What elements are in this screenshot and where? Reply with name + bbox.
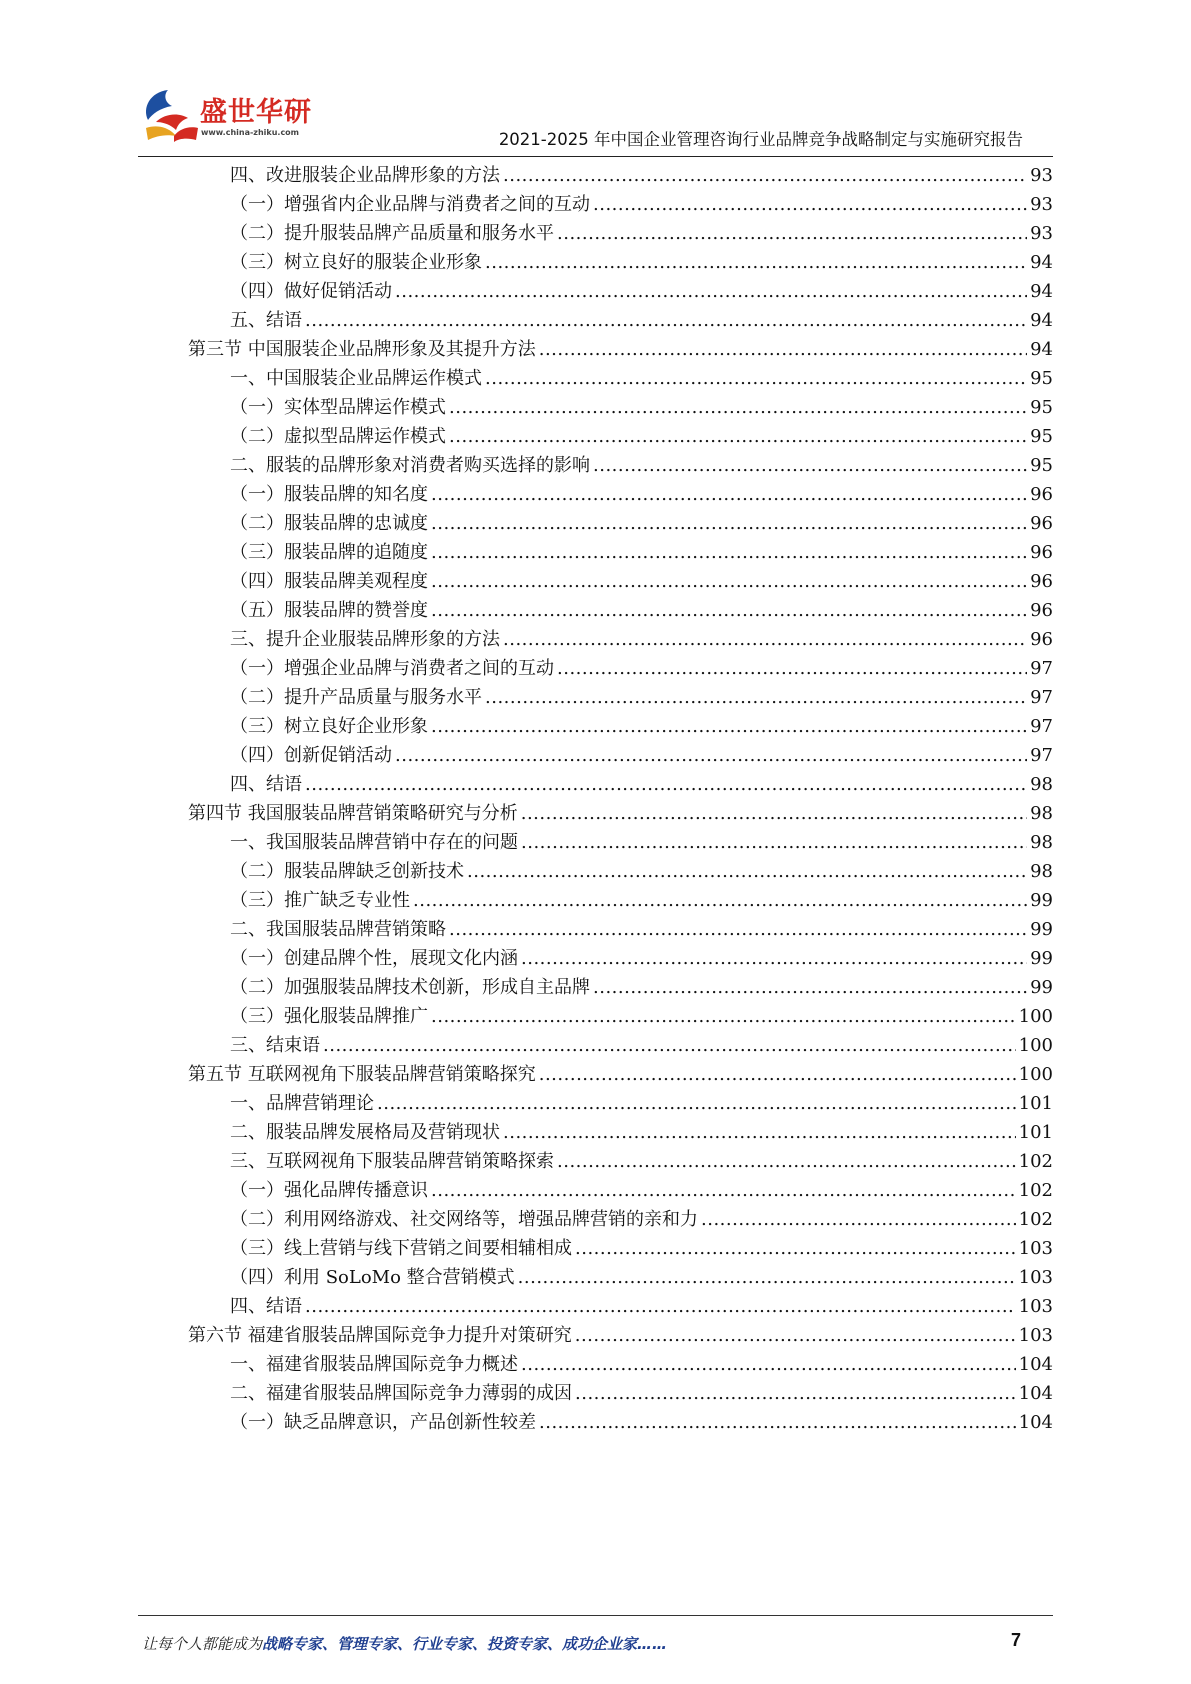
toc-entry[interactable] [230, 740, 1053, 771]
toc-entry-title: 第三节 中国服装企业品牌形象及其提升方法 [188, 339, 536, 360]
toc-entry-page: 100 [1018, 1006, 1053, 1027]
toc-entry-page: 96 [1030, 484, 1053, 505]
toc-entry-page: 99 [1030, 919, 1053, 940]
footer-slogan [142, 1633, 667, 1654]
toc-entry-page: 94 [1030, 281, 1053, 302]
toc-entry-page: 104 [1018, 1354, 1053, 1375]
toc-leader-dots [485, 363, 1027, 394]
toc-entry-page: 96 [1030, 600, 1053, 621]
toc-leader-dots [575, 1320, 1016, 1351]
toc-entry[interactable] [230, 1204, 1053, 1235]
toc-leader-dots [431, 508, 1027, 539]
toc-entry-title: （一）缺乏品牌意识，产品创新性较差 [230, 1412, 536, 1433]
toc-entry-page: 95 [1030, 397, 1053, 418]
toc-entry[interactable] [230, 537, 1053, 568]
slogan-prefix: 让每个人都能成为 [142, 1635, 263, 1653]
toc-entry-page: 103 [1018, 1267, 1053, 1288]
toc-entry[interactable] [230, 711, 1053, 742]
toc-entry-page: 95 [1030, 426, 1053, 447]
toc-leader-dots [431, 537, 1027, 568]
toc-entry-title: （二）提升产品质量与服务水平 [230, 687, 482, 708]
toc-entry[interactable] [230, 450, 1053, 481]
toc-leader-dots [557, 653, 1027, 684]
toc-entry-title: （三）推广缺乏专业性 [230, 890, 410, 911]
toc-entry-page: 98 [1030, 832, 1053, 853]
toc-leader-dots [539, 334, 1027, 365]
toc-entry-page: 101 [1018, 1122, 1053, 1143]
toc-entry-page: 99 [1030, 977, 1053, 998]
toc-leader-dots [575, 1378, 1016, 1409]
toc-entry[interactable] [230, 305, 1053, 336]
report-title: 2021-2025 年中国企业管理咨询行业品牌竞争战略制定与实施研究报告 [498, 130, 1023, 149]
toc-entry-page: 103 [1018, 1296, 1053, 1317]
toc-leader-dots [449, 392, 1027, 423]
toc-entry-title: 四、结语 [230, 1296, 302, 1317]
toc-entry[interactable] [230, 1175, 1053, 1206]
toc-leader-dots [557, 218, 1027, 249]
toc-entry-page: 93 [1030, 223, 1053, 244]
toc-entry-title: 二、我国服装品牌营销策略 [230, 919, 446, 940]
toc-entry[interactable] [230, 508, 1053, 539]
toc-leader-dots [539, 1407, 1016, 1438]
toc-entry-page: 94 [1030, 252, 1053, 273]
toc-entry-page: 93 [1030, 194, 1053, 215]
toc-entry-title: （二）虚拟型品牌运作模式 [230, 426, 446, 447]
toc-entry-page: 99 [1030, 948, 1053, 969]
page-number: 7 [1010, 1630, 1021, 1650]
toc-leader-dots [431, 595, 1027, 626]
toc-leader-dots [518, 1262, 1016, 1293]
toc-leader-dots [521, 943, 1027, 974]
toc-entry-page: 97 [1030, 745, 1053, 766]
toc-entry-page: 94 [1030, 339, 1053, 360]
toc-leader-dots [701, 1204, 1016, 1235]
toc-leader-dots [323, 1030, 1016, 1061]
toc-entry[interactable] [230, 189, 1053, 220]
toc-leader-dots [485, 682, 1027, 713]
toc-leader-dots [593, 450, 1027, 481]
toc-entry-page: 99 [1030, 890, 1053, 911]
toc-entry-page: 102 [1018, 1180, 1053, 1201]
toc-leader-dots [305, 769, 1027, 800]
page-header [0, 0, 1191, 160]
toc-entry-page: 101 [1018, 1093, 1053, 1114]
toc-entry-title: （二）加强服装品牌技术创新，形成自主品牌 [230, 977, 590, 998]
toc-entry-title: （五）服装品牌的赞誉度 [230, 600, 428, 621]
toc-entry[interactable] [230, 1291, 1053, 1322]
toc-leader-dots [305, 1291, 1016, 1322]
toc-leader-dots [449, 421, 1027, 452]
toc-leader-dots [521, 827, 1027, 858]
toc-entry[interactable] [230, 160, 1053, 191]
toc-leader-dots [467, 856, 1027, 887]
toc-entry-title: （一）增强企业品牌与消费者之间的互动 [230, 658, 554, 679]
toc-entry[interactable] [230, 769, 1053, 800]
toc-leader-dots [539, 1059, 1016, 1090]
toc-entry[interactable] [230, 1407, 1053, 1438]
toc-leader-dots [593, 189, 1027, 220]
toc-entry[interactable] [230, 566, 1053, 597]
toc-entry-title: （三）服装品牌的追随度 [230, 542, 428, 563]
toc-entry-title: （一）强化品牌传播意识 [230, 1180, 428, 1201]
toc-entry-page: 103 [1018, 1238, 1053, 1259]
toc-entry-title: （四）创新促销活动 [230, 745, 392, 766]
toc-leader-dots [503, 160, 1027, 191]
toc-entry-title: 三、互联网视角下服装品牌营销策略探索 [230, 1151, 554, 1172]
toc-entry[interactable] [230, 972, 1053, 1003]
logo-emblem-icon [138, 84, 202, 148]
toc-entry-title: （二）服装品牌的忠诚度 [230, 513, 428, 534]
toc-leader-dots [395, 740, 1027, 771]
logo-name: 盛世华研 [200, 97, 312, 128]
toc-entry-title: 一、福建省服装品牌国际竞争力概述 [230, 1354, 518, 1375]
toc-entry[interactable] [230, 392, 1053, 423]
toc-entry-title: 一、中国服装企业品牌运作模式 [230, 368, 482, 389]
header-divider [138, 156, 1053, 157]
toc-entry[interactable] [230, 421, 1053, 452]
toc-entry-title: （三）线上营销与线下营销之间要相辅相成 [230, 1238, 572, 1259]
toc-entry[interactable] [188, 1059, 1053, 1090]
toc-entry-page: 98 [1030, 774, 1053, 795]
toc-leader-dots [593, 972, 1027, 1003]
toc-leader-dots [575, 1233, 1016, 1264]
toc-entry[interactable] [188, 798, 1053, 829]
toc-entry-title: （三）树立良好的服装企业形象 [230, 252, 482, 273]
toc-entry[interactable] [230, 1117, 1053, 1148]
toc-leader-dots [485, 247, 1027, 278]
toc-entry[interactable] [230, 218, 1053, 249]
toc-leader-dots [557, 1146, 1016, 1177]
toc-entry-page: 96 [1030, 571, 1053, 592]
toc-entry-title: （二）服装品牌缺乏创新技术 [230, 861, 464, 882]
toc-leader-dots [503, 1117, 1016, 1148]
toc-leader-dots [521, 798, 1027, 829]
toc-entry-title: 第六节 福建省服装品牌国际竞争力提升对策研究 [188, 1325, 572, 1346]
toc-leader-dots [431, 711, 1027, 742]
toc-entry-page: 104 [1018, 1412, 1053, 1433]
toc-leader-dots [377, 1088, 1016, 1119]
toc-entry[interactable] [230, 885, 1053, 916]
toc-entry-page: 104 [1018, 1383, 1053, 1404]
toc-entry-title: 四、改进服装企业品牌形象的方法 [230, 165, 500, 186]
toc-entry-title: 二、服装的品牌形象对消费者购买选择的影响 [230, 455, 590, 476]
toc-entry[interactable] [230, 1146, 1053, 1177]
toc-entry-title: （一）服装品牌的知名度 [230, 484, 428, 505]
toc-entry-page: 95 [1030, 455, 1053, 476]
toc-leader-dots [305, 305, 1027, 336]
toc-entry[interactable] [230, 943, 1053, 974]
toc-entry-title: 二、服装品牌发展格局及营销现状 [230, 1122, 500, 1143]
toc-entry-title: （三）强化服装品牌推广 [230, 1006, 428, 1027]
footer-divider [138, 1615, 1053, 1616]
toc-entry[interactable] [230, 363, 1053, 394]
toc-entry-page: 98 [1030, 803, 1053, 824]
toc-entry-title: 三、提升企业服装品牌形象的方法 [230, 629, 500, 650]
toc-entry-page: 100 [1018, 1035, 1053, 1056]
toc-entry[interactable] [230, 479, 1053, 510]
toc-leader-dots [503, 624, 1027, 655]
toc-leader-dots [431, 479, 1027, 510]
toc-entry-title: （一）创建品牌个性，展现文化内涵 [230, 948, 518, 969]
toc-entry-page: 102 [1018, 1151, 1053, 1172]
toc-leader-dots [449, 914, 1027, 945]
toc-entry-title: （一）实体型品牌运作模式 [230, 397, 446, 418]
toc-leader-dots [431, 1001, 1016, 1032]
toc-entry[interactable] [230, 653, 1053, 684]
toc-entry-page: 96 [1030, 542, 1053, 563]
toc-entry[interactable] [230, 1378, 1053, 1409]
toc-leader-dots [413, 885, 1027, 916]
toc-entry[interactable] [230, 682, 1053, 713]
toc-entry[interactable] [230, 827, 1053, 858]
toc-entry-title: 三、结束语 [230, 1035, 320, 1056]
toc-entry[interactable] [230, 1262, 1053, 1293]
toc-entry[interactable] [188, 1320, 1053, 1351]
toc-entry-title: （四）利用 SoLoMo 整合营销模式 [230, 1267, 515, 1288]
toc-entry-title: 第五节 互联网视角下服装品牌营销策略探究 [188, 1064, 536, 1085]
toc-leader-dots [521, 1349, 1016, 1380]
company-logo [138, 84, 328, 148]
toc-entry-page: 96 [1030, 513, 1053, 534]
toc-entry-page: 96 [1030, 629, 1053, 650]
toc-entry-title: （二）利用网络游戏、社交网络等，增强品牌营销的亲和力 [230, 1209, 698, 1230]
toc-entry[interactable] [230, 595, 1053, 626]
toc-entry-title: （四）服装品牌美观程度 [230, 571, 428, 592]
slogan-highlight: 战略专家、管理专家、行业专家、投资专家、成功企业家…… [262, 1635, 668, 1653]
toc-entry[interactable] [230, 247, 1053, 278]
toc-entry-page: 102 [1018, 1209, 1053, 1230]
toc-leader-dots [431, 1175, 1016, 1206]
toc-entry[interactable] [230, 624, 1053, 655]
toc-entry-title: 一、品牌营销理论 [230, 1093, 374, 1114]
toc-leader-dots [395, 276, 1027, 307]
toc-entry-page: 97 [1030, 658, 1053, 679]
logo-url: www.china-zhiku.com [201, 128, 300, 137]
toc-entry-page: 97 [1030, 716, 1053, 737]
toc-entry-title: （三）树立良好企业形象 [230, 716, 428, 737]
toc-entry-title: 一、我国服装品牌营销中存在的问题 [230, 832, 518, 853]
toc-entry-page: 98 [1030, 861, 1053, 882]
toc-entry-title: 五、结语 [230, 310, 302, 331]
toc-entry-page: 95 [1030, 368, 1053, 389]
toc-entry-page: 100 [1018, 1064, 1053, 1085]
toc-entry[interactable] [230, 1349, 1053, 1380]
toc-leader-dots [431, 566, 1027, 597]
toc-entry[interactable] [230, 1001, 1053, 1032]
toc-entry[interactable] [230, 914, 1053, 945]
toc-entry[interactable] [230, 856, 1053, 887]
toc-entry[interactable] [230, 1233, 1053, 1264]
toc-entry[interactable] [188, 334, 1053, 365]
toc-entry-page: 103 [1018, 1325, 1053, 1346]
toc-entry-title: 第四节 我国服装品牌营销策略研究与分析 [188, 803, 518, 824]
toc-entry-title: （一）增强省内企业品牌与消费者之间的互动 [230, 194, 590, 215]
toc-entry-page: 97 [1030, 687, 1053, 708]
toc-entry-page: 93 [1030, 165, 1053, 186]
toc-entry[interactable] [230, 276, 1053, 307]
toc-entry-title: （二）提升服装品牌产品质量和服务水平 [230, 223, 554, 244]
toc-entry[interactable] [230, 1030, 1053, 1061]
toc-entry[interactable] [230, 1088, 1053, 1119]
toc-entry-title: （四）做好促销活动 [230, 281, 392, 302]
toc-entry-title: 二、福建省服装品牌国际竞争力薄弱的成因 [230, 1383, 572, 1404]
toc-entry-page: 94 [1030, 310, 1053, 331]
toc-entry-title: 四、结语 [230, 774, 302, 795]
